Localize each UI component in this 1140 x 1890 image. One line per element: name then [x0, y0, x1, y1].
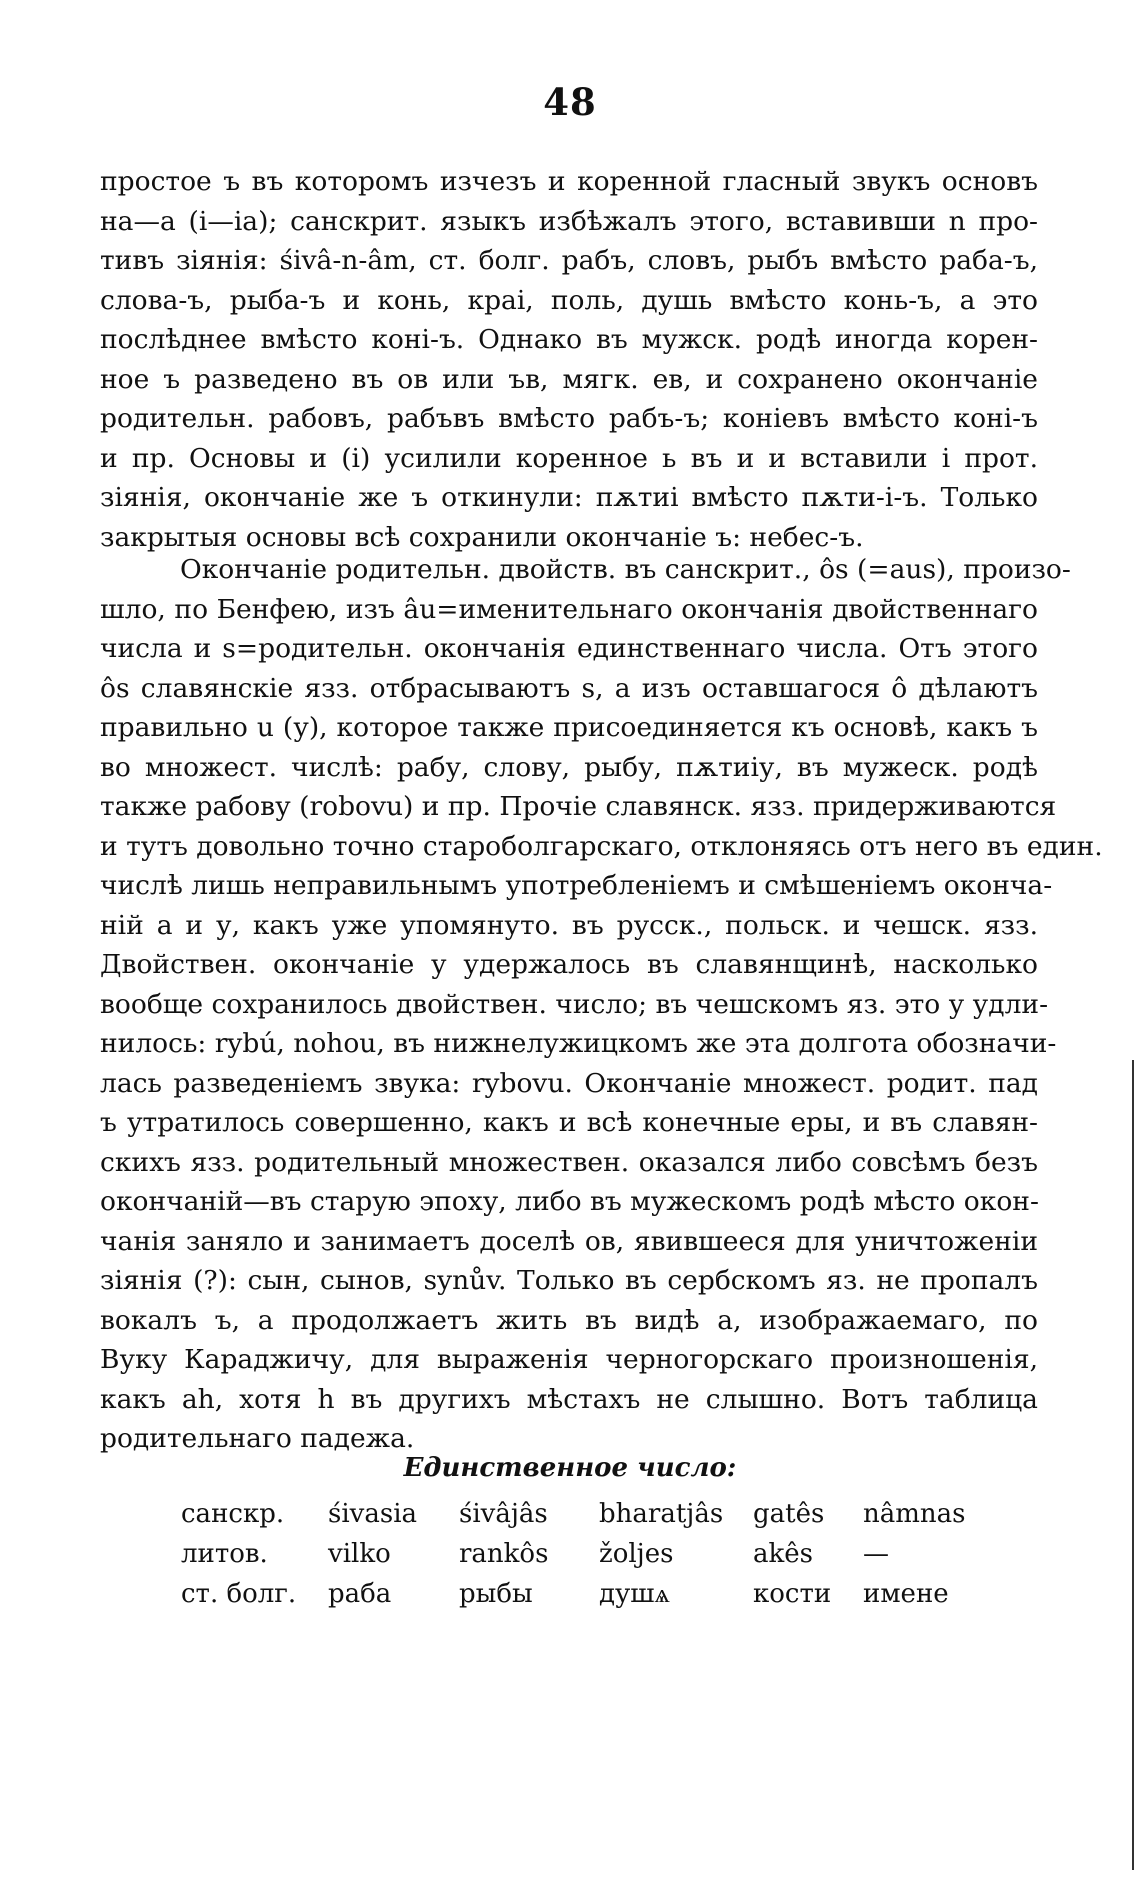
genitive-table [181, 1494, 983, 1614]
text-line: числѣ лишь неправильнымъ употребленіемъ и смѣшеніемъ оконча- [100, 870, 1053, 901]
text-line: родительнаго падежа. [100, 1423, 415, 1454]
text-line: окончаній—въ старую эпоху, либо въ мужескомъ родѣ мѣсто окон- [100, 1186, 1039, 1217]
text-line: Окончаніе родительн. двойств. въ санскрит., ôs (=aus), произо- [180, 554, 1071, 585]
text-line: и тутъ довольно точно староболгарскаго, отклоняясь отъ него въ един. [100, 830, 1103, 862]
table-cell: rankôs [459, 1539, 549, 1569]
text-line: слова-ъ, рыба-ъ и конь, краі, поль, душь вмѣсто конь-ъ, а это [100, 284, 1038, 316]
table-row [181, 1534, 983, 1574]
text-line: числа и s=родительн. окончанія единственнаго числа. Отъ этого [100, 633, 1038, 664]
text-line: нилось: rybú, nohou, въ нижнелужицкомъ же эта долгота обозначи- [100, 1028, 1057, 1059]
text-line: чанія заняло и занимаетъ доселѣ ов, явившееся для уничтоженіи [100, 1225, 1038, 1257]
table-cell: žoljes [599, 1539, 674, 1569]
table-cell: akês [753, 1539, 813, 1569]
text-line: ôs славянскіе язз. отбрасываютъ s, а изъ оставшагося ô дѣлаютъ [100, 672, 1038, 704]
table-cell: nâmnas [863, 1499, 966, 1529]
text-line: вообще сохранилось двойствен. число; въ чешскомъ яз. это у удли- [100, 988, 1049, 1020]
page-number: 48 [543, 80, 597, 124]
paragraph-2 [100, 550, 1103, 1459]
text-line: Двойствен. окончаніе у удержалось въ славянщинѣ, насколько [100, 949, 1038, 980]
text-line: на—а (i—ia); санскрит. языкъ избѣжалъ этого, вставивши n про- [100, 205, 1038, 237]
table-cell: ст. болг. [181, 1579, 297, 1609]
table-cell: — [863, 1539, 889, 1569]
table-cell: bharatjâs [599, 1499, 724, 1529]
text-line: правильно u (у), которое также присоединяется къ основѣ, какъ ъ [100, 712, 1038, 743]
text-line: шло, по Бенфею, изъ âu=именительнаго окончанія двойственнаго [100, 593, 1038, 625]
table-title: Единственное число: [403, 1453, 737, 1483]
text-line: закрытыя основы всѣ сохранили окончаніе ъ: небес-ъ. [100, 521, 864, 553]
text-line: ній а и у, какъ уже упомянуто. въ русск., польск. и чешск. язз. [100, 909, 1038, 941]
table-cell: литов. [181, 1539, 268, 1569]
table-row [181, 1574, 983, 1614]
table-cell: имене [863, 1579, 949, 1609]
table-cell: рыбы [459, 1579, 533, 1609]
text-line: зіянія, окончаніе же ъ откинули: пѫтиі вмѣсто пѫти-і-ъ. Только [100, 482, 1038, 513]
table-cell: śivasia [328, 1499, 418, 1529]
text-line: родительн. рабовъ, рабъвъ вмѣсто рабъ-ъ; коніевъ вмѣсто коні-ъ [100, 403, 1038, 434]
table-cell: кости [753, 1579, 832, 1609]
text-line: какъ ah, хотя h въ другихъ мѣстахъ не слышно. Вотъ таблица [100, 1383, 1038, 1415]
text-line: тивъ зіянія: śivâ-n-âm, ст. болг. рабъ, словъ, рыбъ вмѣсто раба-ъ, [100, 245, 1038, 276]
text-line: скихъ язз. родительный множествен. оказался либо совсѣмъ безъ [100, 1146, 1038, 1178]
table-cell: śivâjâs [459, 1499, 548, 1529]
table-cell: раба [328, 1579, 392, 1609]
table-cell: душѧ [599, 1579, 670, 1609]
text-line: ъ утратилось совершенно, какъ и всѣ конечные еры, и въ славян- [100, 1107, 1038, 1138]
table-cell: санскр. [181, 1499, 285, 1529]
text-line: зіянія (?): сын, сынов, synův. Только въ сербскомъ яз. не пропалъ [100, 1265, 1038, 1296]
page-edge-divider [1132, 1060, 1134, 1870]
text-line: послѣднее вмѣсто коні-ъ. Однако въ мужск. родѣ иногда корен- [100, 324, 1038, 355]
table-cell: vilko [328, 1539, 391, 1569]
table-row [181, 1494, 983, 1534]
text-line: и пр. Основы и (і) усилили коренное ь въ и и вставили і прот. [100, 442, 1038, 474]
text-line: лась разведеніемъ звука: rybovu. Окончаніе множест. родит. пад [100, 1067, 1038, 1099]
text-line: Вуку Караджичу, для выраженія черногорскаго произношенія, [100, 1344, 1038, 1375]
paragraph-1 [100, 162, 1038, 557]
text-line: простое ъ въ которомъ изчезъ и коренной гласный звукъ основъ [100, 166, 1038, 197]
text-line: вокалъ ъ, а продолжаетъ жить въ видѣ а, изображаемаго, по [100, 1304, 1038, 1336]
table-cell: gatês [753, 1499, 825, 1529]
text-line: также рабову (robovu) и пр. Прочіе славянск. язз. придерживаются [100, 791, 1057, 822]
text-line: ное ъ разведено въ ов или ъв, мягк. ев, и сохранено окончаніе [100, 363, 1038, 395]
text-line: во множест. числѣ: рабу, слову, рыбу, пѫтиіу, въ мужеск. родѣ [100, 751, 1038, 783]
